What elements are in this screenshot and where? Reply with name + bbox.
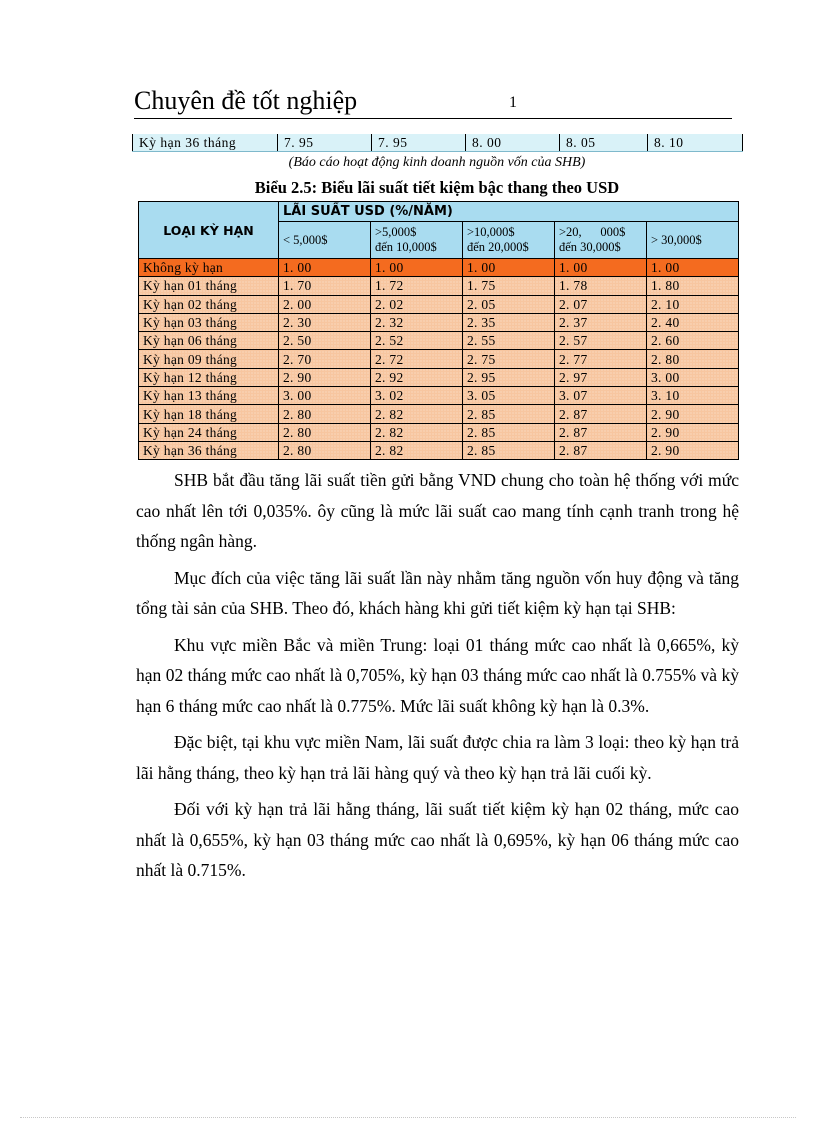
rate-cell: 2. 82 (371, 441, 463, 459)
col-header-tier-2: >5,000$ đến 10,000$ (371, 222, 463, 259)
rate-cell: 2. 87 (555, 441, 647, 459)
source-note: (Báo cáo hoạt động kinh doanh nguồn vốn của SHB) (288, 155, 586, 170)
rate-cell: 1. 75 (463, 277, 555, 295)
term-cell: Kỳ hạn 36 tháng (139, 441, 279, 459)
document-title: Chuyên đề tốt nghiệp (134, 86, 358, 115)
rate-cell: 2. 52 (371, 332, 463, 350)
rate-cell: 2. 80 (279, 441, 371, 459)
table-cell: 8. 10 (648, 134, 743, 152)
rate-cell: 1. 00 (279, 259, 371, 277)
table-row (139, 441, 739, 459)
col-header-tier-4: >20, 000$ đến 30,000$ (555, 222, 647, 259)
table-cell: 8. 05 (560, 134, 648, 152)
rate-cell: 3. 00 (279, 387, 371, 405)
rate-cell: 2. 90 (647, 405, 739, 423)
rate-cell: 1. 70 (279, 277, 371, 295)
table-row (139, 387, 739, 405)
rate-cell: 2. 85 (463, 441, 555, 459)
rate-cell: 2. 77 (555, 350, 647, 368)
rate-cell: 1. 78 (555, 277, 647, 295)
rate-cell: 2. 75 (463, 350, 555, 368)
term-cell: Kỳ hạn 06 tháng (139, 332, 279, 350)
rate-cell: 2. 82 (371, 423, 463, 441)
table-row (133, 134, 743, 152)
rate-cell: 2. 72 (371, 350, 463, 368)
rate-cell: 2. 70 (279, 350, 371, 368)
rate-cell: 2. 55 (463, 332, 555, 350)
rate-cell: 2. 80 (279, 405, 371, 423)
table-cell: 8. 00 (466, 134, 560, 152)
rate-cell: 2. 10 (647, 295, 739, 313)
rate-cell: 2. 05 (463, 295, 555, 313)
table-row (139, 277, 739, 295)
col-header-tier-1: < 5,000$ (279, 222, 371, 259)
rate-cell: 2. 92 (371, 368, 463, 386)
table-title: Biểu 2.5: Biểu lãi suất tiết kiệm bậc thang theo USD (254, 178, 620, 197)
rate-cell: 1. 00 (647, 259, 739, 277)
term-cell: Kỳ hạn 02 tháng (139, 295, 279, 313)
rate-cell: 2. 07 (555, 295, 647, 313)
rate-cell: 2. 90 (279, 368, 371, 386)
rate-cell: 2. 00 (279, 295, 371, 313)
table-row (139, 368, 739, 386)
rate-cell: 3. 05 (463, 387, 555, 405)
paragraph: SHB bắt đầu tăng lãi suất tiền gửi bằng VND chung cho toàn hệ thống với mức cao nhất lên tới 0,035%. ôy cũng là mức lãi suất cao mang tính cạnh tranh trong hệ thống ngân hàng. (136, 470, 739, 551)
rate-cell: 2. 85 (463, 423, 555, 441)
term-cell: Kỳ hạn 01 tháng (139, 277, 279, 295)
rate-cell: 2. 87 (555, 405, 647, 423)
page-bottom-divider (20, 1117, 796, 1118)
rate-cell: 2. 02 (371, 295, 463, 313)
header-row (139, 202, 739, 222)
rate-cell: 3. 10 (647, 387, 739, 405)
table-body (139, 259, 739, 460)
term-cell: Kỳ hạn 09 tháng (139, 350, 279, 368)
previous-table-last-row (132, 134, 743, 152)
usd-interest-rate-table (138, 201, 739, 460)
rate-cell: 3. 00 (647, 368, 739, 386)
term-cell: Kỳ hạn 18 tháng (139, 405, 279, 423)
rate-cell: 2. 32 (371, 313, 463, 331)
table-row (139, 332, 739, 350)
rate-cell: 2. 82 (371, 405, 463, 423)
table-row (139, 350, 739, 368)
rate-cell: 2. 35 (463, 313, 555, 331)
rate-cell: 1. 80 (647, 277, 739, 295)
body-text (136, 465, 739, 892)
rate-cell: 1. 00 (555, 259, 647, 277)
term-cell: Kỳ hạn 12 tháng (139, 368, 279, 386)
paragraph: Mục đích của việc tăng lãi suất lần này nhằm tăng nguồn vốn huy động và tăng tổng tài sản của SHB. Theo đó, khách hàng khi gửi tiết kiệm kỳ hạn tại SHB: (136, 567, 739, 618)
usd-rate-group-header: LÃI SUẤT USD (%/NĂM) (279, 202, 739, 222)
table-row (139, 423, 739, 441)
table-row (139, 405, 739, 423)
term-cell: Kỳ hạn 24 tháng (139, 423, 279, 441)
rate-cell: 2. 85 (463, 405, 555, 423)
rate-cell: 2. 80 (279, 423, 371, 441)
term-cell: Kỳ hạn 03 tháng (139, 313, 279, 331)
table-row (139, 295, 739, 313)
rate-cell: 2. 95 (463, 368, 555, 386)
rate-cell: 2. 90 (647, 423, 739, 441)
table-cell: 7. 95 (372, 134, 466, 152)
page-number: 1 (509, 94, 517, 111)
rate-cell: 2. 97 (555, 368, 647, 386)
term-type-header: LOẠI KỲ HẠN (139, 202, 279, 259)
col-header-tier-3: >10,000$ đến 20,000$ (463, 222, 555, 259)
col-header-tier-5: > 30,000$ (647, 222, 739, 259)
rate-cell: 2. 60 (647, 332, 739, 350)
rate-cell: 2. 50 (279, 332, 371, 350)
rate-cell: 2. 40 (647, 313, 739, 331)
rate-cell: 3. 07 (555, 387, 647, 405)
rate-cell: 2. 87 (555, 423, 647, 441)
rate-cell: 2. 57 (555, 332, 647, 350)
rate-cell: 2. 37 (555, 313, 647, 331)
rate-cell: 2. 90 (647, 441, 739, 459)
term-cell: Kỳ hạn 13 tháng (139, 387, 279, 405)
rate-cell: 3. 02 (371, 387, 463, 405)
term-cell: Không kỳ hạn (139, 259, 279, 277)
rate-cell: 1. 00 (371, 259, 463, 277)
table-cell: 7. 95 (278, 134, 372, 152)
rate-cell: 2. 80 (647, 350, 739, 368)
paragraph: Khu vực miền Bắc và miền Trung: loại 01 tháng mức cao nhất là 0,665%, kỳ hạn 02 tháng mức cao nhất là 0,705%, kỳ hạn 03 tháng mức cao nhất là 0.755% và kỳ hạn 6 tháng mức cao nhất là 0.775%. Mức lãi suất không kỳ hạn là 0.3%. (136, 634, 739, 716)
paragraph: Đặc biệt, tại khu vực miền Nam, lãi suất được chia ra làm 3 loại: theo kỳ hạn trả lãi hằng tháng, theo kỳ hạn trả lãi hàng quý và theo kỳ hạn trả lãi cuối kỳ. (136, 732, 739, 783)
rate-cell: 2. 30 (279, 313, 371, 331)
page-header (134, 84, 732, 119)
table-cell: Kỳ hạn 36 tháng (133, 134, 278, 152)
table-row (139, 259, 739, 277)
paragraph: Đối với kỳ hạn trả lãi hằng tháng, lãi suất tiết kiệm kỳ hạn 02 tháng, mức cao nhất là 0,655%, kỳ hạn 03 tháng mức cao nhất là 0,695%, kỳ hạn 06 tháng mức cao nhất là 0.715%. (136, 799, 739, 880)
rate-cell: 1. 00 (463, 259, 555, 277)
rate-cell: 1. 72 (371, 277, 463, 295)
table-row (139, 313, 739, 331)
